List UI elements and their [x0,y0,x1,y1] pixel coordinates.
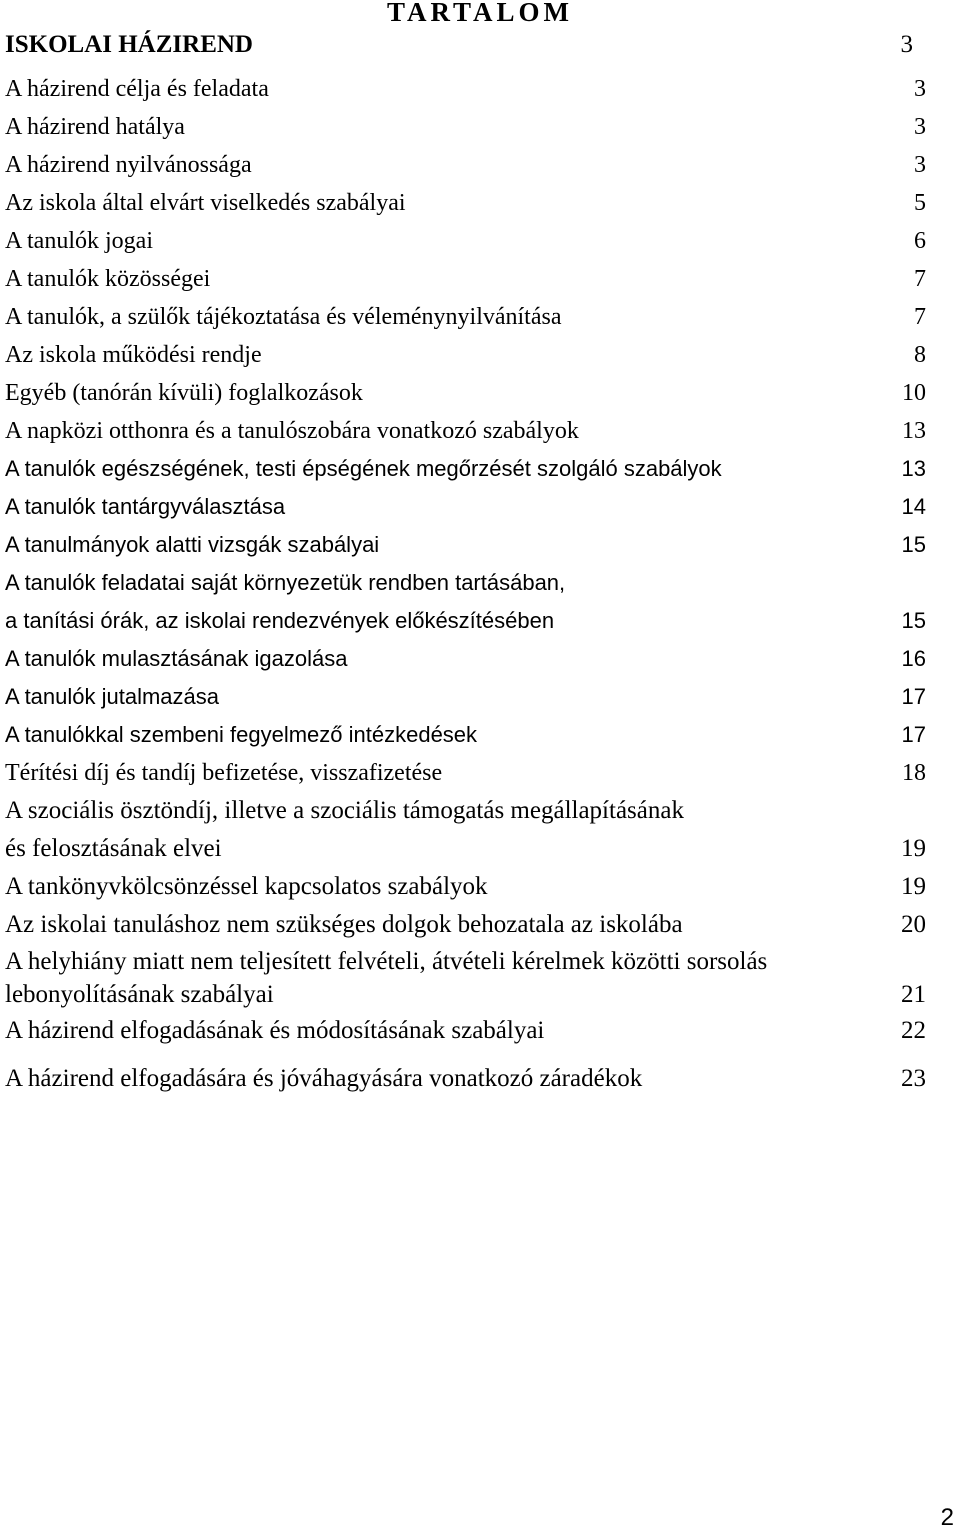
toc-entry-page: 17 [901,722,926,747]
toc-entry [5,186,926,220]
toc-entry-label: A tanulók jutalmazása [5,684,220,709]
toc-entry-label: a tanítási órák, az iskolai rendezvények előkészítésében [5,608,555,633]
toc-entry-page: 15 [901,608,926,633]
toc-entry-label: A házirend hatálya [5,114,185,140]
toc-entry [5,490,926,524]
toc-entry-page: 18 [902,760,926,786]
toc-entry-label: A tanulmányok alatti vizsgák szabályai [5,532,380,557]
toc-entry-label: A tanulók közösségei [5,266,211,292]
toc-entry-label: lebonyolításának szabályai [5,981,274,1008]
toc-entry-label: A tanulók egészségének, testi épségének megőrzését szolgáló szabályok [5,456,722,481]
toc-entry [5,680,926,714]
toc-entry-label: Az iskola által elvárt viselkedés szabályai [5,190,406,216]
toc-entry-label: A tanulók feladatai saját környezetük rendben tartásában, [5,570,566,595]
toc-entry [5,870,926,904]
toc-entry-label: Az iskola működési rendje [5,342,262,368]
toc-entry [5,1062,926,1096]
toc-entry [5,978,926,1012]
toc-entry [5,1014,926,1048]
toc-entry [5,908,926,942]
toc-entry [5,528,926,562]
toc-entry-label: Egyéb (tanórán kívüli) foglalkozások [5,380,363,406]
toc-entry [5,414,926,448]
toc-entry-label: A házirend elfogadására és jóváhagyására vonatkozó záradékok [5,1065,643,1092]
toc-entry-page: 20 [901,911,926,938]
toc-entry-page: 3 [914,152,926,178]
toc-entry-label: A tanulók, a szülők tájékoztatása és véleménynyilvánítása [5,304,562,330]
toc-entry-label: Az iskolai tanuláshoz nem szükséges dolgok behozatala az iskolába [5,911,683,938]
toc-entry [5,945,926,979]
toc-entry [5,756,926,790]
toc-entry-label: A szociális ösztöndíj, illetve a szociális támogatás megállapításának [5,797,684,824]
toc-entry-page: 17 [901,684,926,709]
toc-entry-label: A tankönyvkölcsönzéssel kapcsolatos szabályok [5,873,488,900]
toc-entry-page: 14 [901,494,926,519]
toc-entry [5,642,926,676]
toc-entry [5,832,926,866]
toc-entry-label: A tanulók jogai [5,228,153,254]
toc-entry [5,262,926,296]
page-title: TARTALOM [386,0,574,27]
toc-entry [5,718,926,752]
toc-entry-page: 13 [902,418,926,444]
toc-entry-label: A házirend nyilvánossága [5,152,252,178]
toc-entry-page: 5 [914,190,926,216]
toc-entry-label: A helyhiány miatt nem teljesített felvételi, átvételi kérelmek közötti sorsolás [5,948,768,975]
toc-entry [5,300,926,334]
toc-entry-page: 3 [914,76,926,102]
toc-entry-page: 19 [901,835,926,862]
toc-entry-label: Térítési díj és tandíj befizetése, visszafizetése [5,760,443,786]
toc-heading-label: ISKOLAI HÁZIREND [5,31,253,58]
toc-entry [5,110,926,144]
toc-entry [5,148,926,182]
toc-entry-label: A napközi otthonra és a tanulószobára vonatkozó szabályok [5,418,579,444]
toc-entry [5,224,926,258]
toc-entry-page: 10 [902,380,926,406]
toc-entry-page: 8 [914,342,926,368]
page-number: 2 [940,1504,954,1531]
toc-heading-page: 3 [900,31,913,58]
toc-entry-label: és felosztásának elvei [5,835,222,862]
toc-entry-page: 6 [914,228,926,254]
toc-entry [5,376,926,410]
toc-entry-page: 7 [914,266,926,292]
toc-entry-label: A házirend célja és feladata [5,76,269,102]
toc-entry [5,452,926,486]
toc-entry [5,72,926,106]
toc-entry-page: 22 [901,1017,926,1044]
toc-entry-page: 21 [901,981,926,1008]
toc-entry [5,566,926,600]
toc-entry [5,604,926,638]
toc-entry-page: 3 [914,114,926,140]
toc-entry-label: A tanulók mulasztásának igazolása [5,646,348,671]
toc-entry-label: A tanulók tantárgyválasztása [5,494,286,519]
toc-entry-page: 13 [901,456,926,481]
toc-entry [5,338,926,372]
toc-entry [5,794,926,828]
toc-entry-page: 16 [901,646,926,671]
toc-entry-page: 23 [901,1065,926,1092]
toc-entry-page: 15 [901,532,926,557]
toc-entry-label: A házirend elfogadásának és módosításának szabályai [5,1017,545,1044]
toc-entry-label: A tanulókkal szembeni fegyelmező intézkedések [5,722,478,747]
toc-entry-page: 7 [914,304,926,330]
toc-heading-row [5,28,913,62]
toc-entry-page: 19 [901,873,926,900]
